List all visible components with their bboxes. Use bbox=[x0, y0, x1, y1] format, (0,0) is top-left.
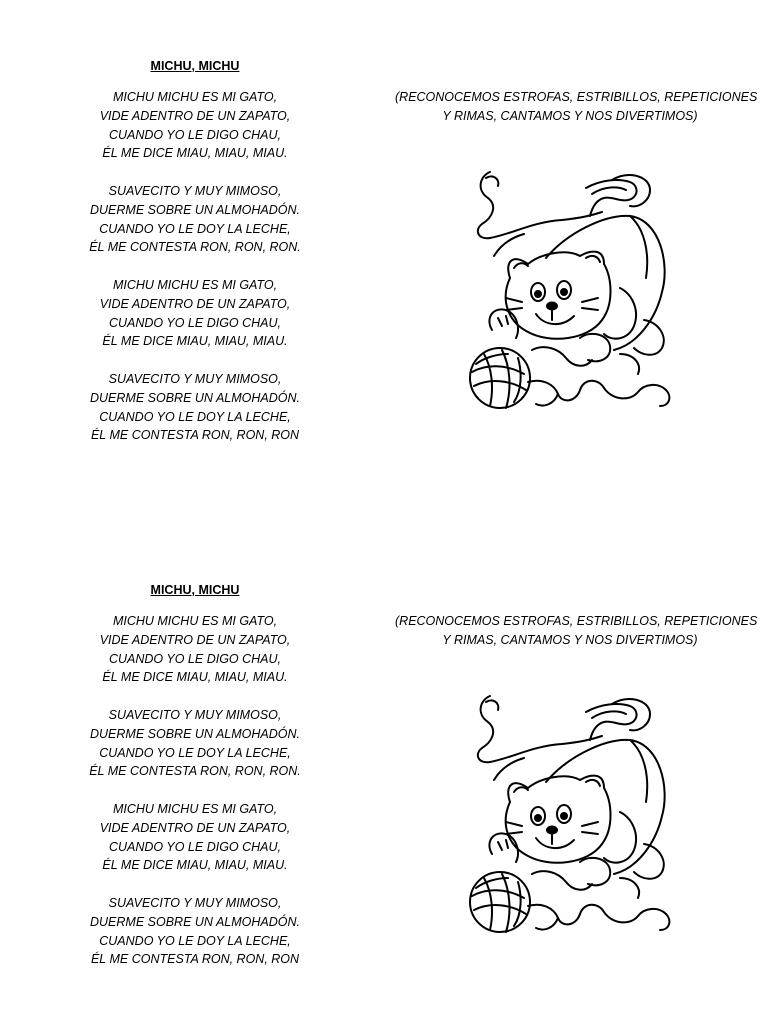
song-sheet-bottom bbox=[0, 524, 768, 1024]
stanza-4 bbox=[60, 894, 330, 969]
stanza-2 bbox=[60, 706, 330, 781]
lyric-line: SUAVECITO Y MUY MIMOSO, bbox=[108, 895, 282, 910]
lyric-line: MICHU MICHU ES MI GATO, bbox=[112, 614, 278, 628]
lyric-line: CUANDO YO LE DIGO CHAU, bbox=[108, 651, 282, 666]
lyric-line: ÉL ME CONTESTA RON, RON, RON bbox=[90, 428, 300, 443]
lyric-line: ÉL ME DICE MIAU, MIAU, MIAU. bbox=[102, 334, 288, 349]
lyric-line: CUANDO YO LE DIGO CHAU, bbox=[108, 127, 282, 142]
lyric-line: DUERME SOBRE UN ALMOHADÓN. bbox=[90, 726, 300, 741]
note-line: (RECONOCEMOS ESTROFAS, ESTRIBILLOS, REPETICIONES bbox=[395, 614, 758, 628]
lyric-line: ÉL ME CONTESTA RON, RON, RON. bbox=[89, 240, 301, 255]
stanza-4 bbox=[60, 370, 330, 445]
lyric-line: SUAVECITO Y MUY MIMOSO, bbox=[108, 183, 282, 198]
activity-note bbox=[395, 612, 758, 650]
lyric-line: CUANDO YO LE DIGO CHAU, bbox=[108, 315, 282, 330]
lyric-line: MICHU MICHU ES MI GATO, bbox=[112, 277, 278, 292]
lyric-line: VIDE ADENTRO DE UN ZAPATO, bbox=[99, 296, 291, 311]
song-title: MICHU, MICHU bbox=[150, 583, 240, 597]
lyric-line: ÉL ME DICE MIAU, MIAU, MIAU. bbox=[102, 146, 288, 161]
cat-with-yarn-icon bbox=[462, 168, 680, 416]
stanza-1 bbox=[60, 612, 330, 687]
note-line: (RECONOCEMOS ESTROFAS, ESTRIBILLOS, REPETICIONES bbox=[395, 90, 758, 104]
lyric-line: ÉL ME DICE MIAU, MIAU, MIAU. bbox=[102, 858, 288, 873]
song-title: MICHU, MICHU bbox=[150, 59, 240, 73]
lyric-line: SUAVECITO Y MUY MIMOSO, bbox=[108, 707, 282, 722]
lyric-line: MICHU MICHU ES MI GATO, bbox=[112, 801, 278, 816]
lyric-line: DUERME SOBRE UN ALMOHADÓN. bbox=[90, 202, 300, 217]
lyric-line: VIDE ADENTRO DE UN ZAPATO, bbox=[99, 108, 291, 123]
stanza-1 bbox=[60, 88, 330, 163]
lyric-line: MICHU MICHU ES MI GATO, bbox=[112, 90, 278, 104]
cat-with-yarn-icon bbox=[462, 692, 680, 940]
lyric-line: DUERME SOBRE UN ALMOHADÓN. bbox=[90, 914, 300, 929]
lyric-line: CUANDO YO LE DOY LA LECHE, bbox=[99, 745, 291, 760]
lyric-line: DUERME SOBRE UN ALMOHADÓN. bbox=[90, 390, 300, 405]
stanza-3 bbox=[60, 800, 330, 875]
lyrics bbox=[60, 612, 330, 988]
stanza-3 bbox=[60, 276, 330, 351]
lyrics bbox=[60, 88, 330, 464]
lyric-line: VIDE ADENTRO DE UN ZAPATO, bbox=[99, 632, 291, 647]
song-sheet-top bbox=[0, 0, 768, 500]
note-line: Y RIMAS, CANTAMOS Y NOS DIVERTIMOS) bbox=[442, 632, 698, 647]
activity-note bbox=[395, 88, 758, 126]
lyric-line: ÉL ME CONTESTA RON, RON, RON bbox=[90, 952, 300, 967]
lyric-line: VIDE ADENTRO DE UN ZAPATO, bbox=[99, 820, 291, 835]
lyric-line: CUANDO YO LE DOY LA LECHE, bbox=[99, 933, 291, 948]
lyric-line: ÉL ME CONTESTA RON, RON, RON. bbox=[89, 764, 301, 779]
note-line: Y RIMAS, CANTAMOS Y NOS DIVERTIMOS) bbox=[442, 108, 698, 123]
lyric-line: SUAVECITO Y MUY MIMOSO, bbox=[108, 371, 282, 386]
lyric-line: ÉL ME DICE MIAU, MIAU, MIAU. bbox=[102, 670, 288, 685]
lyric-line: CUANDO YO LE DIGO CHAU, bbox=[108, 839, 282, 854]
stanza-2 bbox=[60, 182, 330, 257]
lyric-line: CUANDO YO LE DOY LA LECHE, bbox=[99, 221, 291, 236]
lyric-line: CUANDO YO LE DOY LA LECHE, bbox=[99, 409, 291, 424]
